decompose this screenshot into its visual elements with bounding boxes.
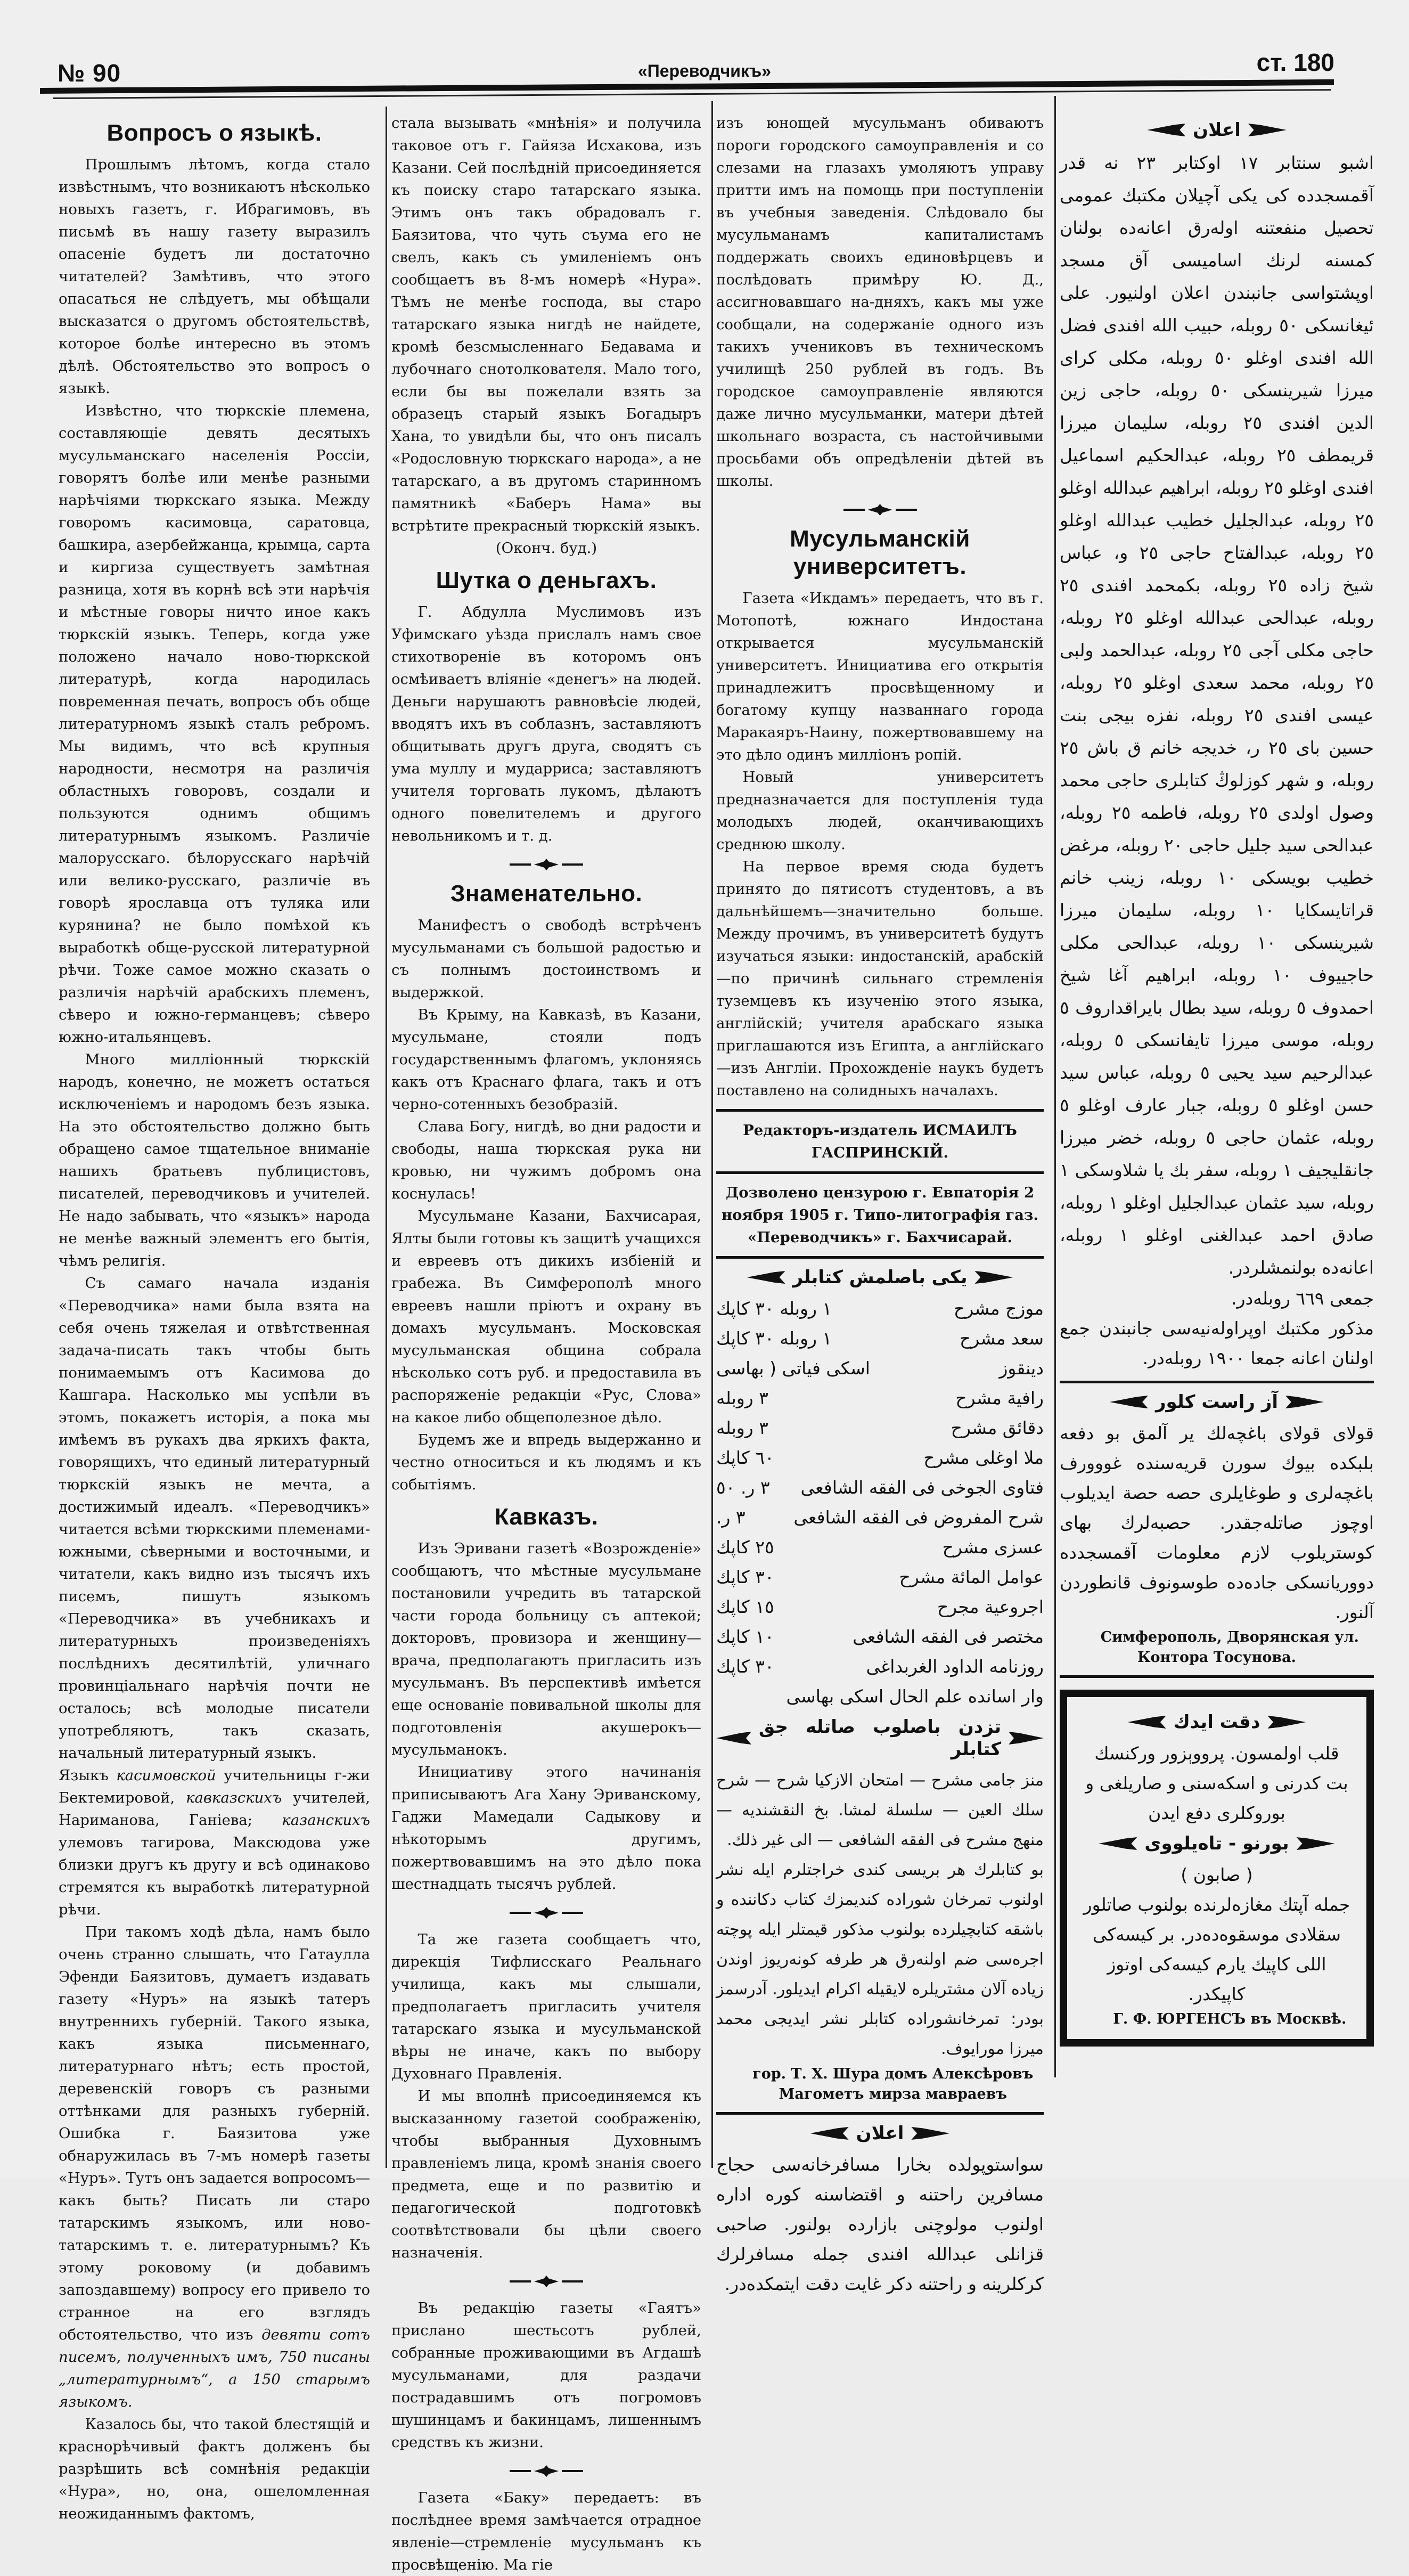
italic-text: девяти сотъ писемъ, полученныхъ имъ, 750 писаны „литературнымъ“, а 150 старымъ языкомъ. [59,2326,370,2410]
announcement-heading [1060,119,1374,141]
book-price: ١ روبله ٣٠ كاپك [716,1328,832,1349]
ornament-icon [1099,1837,1137,1850]
paragraph: Манифестъ о свободѣ встрѣченъ мусульманами съ большой радостью и съ полнымъ достоинствомъ и выдержкой. [391,917,701,1001]
text: учителей, Нариманова, Ганіева; [59,1789,371,1829]
ornament-icon [1128,1716,1166,1729]
section-ornament [391,859,701,870]
text: улемовъ тагирова, Максюдова уже близки другъ къ другу и всѣ одинаково стремятся къ выработкѣ литературной рѣчи. [59,1834,370,1918]
ornament-icon [1147,124,1185,136]
page-number: ст. 180 [1256,48,1334,76]
donation-grand-total: مذكور مكتبك اوپراولەنيەسى جانبندن جمع اولنان اعانه جمعا ١٩٠٠ روبلەدر. [1060,1318,1374,1368]
paragraph [59,1921,370,2413]
book-row [716,1443,1044,1473]
book-row [716,1354,1044,1383]
heading-text: تزدن باصلوب صاتله جق كتابلر [758,1716,1002,1760]
ornament-icon [1267,1716,1306,1729]
book-row [716,1622,1044,1652]
paragraph: стала вызывать «мнѣнія» и получила таковое отъ г. Гайяза Исхакова, изъ Казани. Сей послѣдній присоединяется къ поиску старо татарскаго языка. Этимъ онъ такъ обрадовалъ г. Баязитова, что чуть съума его не свелъ, какъ съ умиленіемъ онъ сообщаетъ въ 8-мъ номерѣ «Нура». Тѣмъ не менѣе господа, вы старо татарскаго языка нигдѣ не найдете, кромѣ безсмысленнаго Бедавама и лубочнаго снотолкователя. Мало того, если бы вы пожелали взять за образецъ старый языкъ Богадыръ Хана, то увидѣли бы, что онъ писалъ «Родословную тюркскаго народа», а не татарскаго, а въ другомъ старинномъ памятникѣ «Баберъ Нама» вы встрѣтите прекрасный тюркскій языкъ. [391,115,701,534]
book-row [716,1652,1044,1682]
paragraph: Изъ Эривани газетѣ «Возрожденіе» сообщаютъ, что мѣстные мусульмане постановили учредить въ татарской части города больницу съ аптекой; докторовъ, провизора и женщину—врача, предполагаютъ пригласить изъ мусульманъ. Въ перспективѣ имѣется еще основаніе повивальной школы для подготовленія акушерокъ—мусульманокъ. [391,1540,701,1758]
book-title: موزج مشرح [953,1298,1044,1319]
paragraph: Инициативу этого начинанія приписываютъ Ага Хану Эриванскому, Гаджи Мамедали Садыкову и нѣкоторымъ другимъ, пожертвовавшимъ на это дѣло пока шестнадцать тысячъ рублей. [391,1764,701,1893]
paragraph: Казалось бы, что такой блестящій и краснорѣчивый фактъ долженъ бы разрѣшить всѣ сомнѣнія редакціи «Нура», но, она, ошеломленная неожиданнымъ фактомъ, [59,2416,370,2522]
heading-text: يكى باصلمش كتابلر [792,1267,968,1288]
ad-product-name [1083,1832,1350,1855]
donation-total: جمعى ٦٦٩ روبلەدر. [1231,1288,1374,1309]
paragraph: Въ Крыму, на Кавказѣ, въ Казани, мусульмане, стояли подъ государственнымъ флагомъ, уклоняясь какъ отъ Краснаго флага, такъ и отъ черно-сотенныхъ безобразій. [391,1006,701,1113]
ornament-icon [716,1732,751,1744]
ad-signature: Г. Ф. ЮРГЕНСЪ въ Москвѣ. [1113,2011,1347,2027]
book-row [716,1383,1044,1413]
soap-advertisement [1060,1690,1374,2047]
divider-rule [716,1109,1044,1112]
ornament-icon [810,2127,849,2140]
text: При такомъ ходѣ дѣла, намъ было очень странно слышать, что Гатаулла Эфенди Баязитовъ, думаетъ издавать газету «Нуръ» на языкѣ татеръ внутреннихъ губерній. Такого языка, какъ языка письменнаго, литературнаго нѣтъ; есть простой, деревенскій говоръ съ разными оттѣнками для разныхъ губерній. Ошибка г. Баязитова уже обнаружилась въ 7-мъ номерѣ газеты «Нуръ». Тутъ онъ задается вопросомъ—какъ быть? Писать ли старо татарскимъ языкомъ, или ново-татарскимъ т. е. литературнымъ? Къ этому роковому (и добавимъ запоздавшему) вопросу его привело то странное на его взглядъ обстоятельство, что изъ [59,1923,370,2343]
book-row [716,1592,1044,1622]
column-divider [386,107,387,2168]
book-title: ملا اوغلى مشرح [923,1447,1044,1468]
book-title: عسزى مشرح [942,1537,1044,1558]
paragraph: Мусульмане Казани, Бахчисарая, Ялты были готовы къ защитѣ учащихся и евреевъ отъ дикихъ избіеній и грабежа. Въ Симферополѣ много евреевъ нашли пріютъ и охрану въ домахъ мусульманъ. Московская мусульманская община собрала нѣсколько сотъ руб. и предоставила въ распоряженіе редакціи «Рус, Слова» на какое либо общеполезное дѣло. [391,1208,701,1426]
ornament-icon [911,2127,949,2140]
paragraph: И мы вполнѣ присоединяемся къ высказанному газетой соображенію, чтобы выбранныя Духовнымъ правленіемъ лица, кромѣ знанія своего предмета, еще и по развитію и педагогической подготовкѣ соотвѣтствовали бы цѣли своего назначенія. [391,2088,701,2261]
heading-text: بورنو - تاەيلووى [1144,1833,1289,1854]
italic-text: касимовской [116,1767,216,1784]
italic-text: кавказскихъ [186,1789,282,1806]
books-heading [716,1266,1044,1289]
soon-books-heading [716,1716,1044,1760]
heading-text: دقت ايدك [1173,1711,1260,1733]
ornament-icon [1297,1837,1335,1850]
heading-text: آز راست كلور [1155,1391,1279,1413]
ornament-icon [1285,1396,1324,1408]
books-note: وار اسانده علم الحال اسكى بهاسى [786,1686,1044,1707]
section-ornament [391,2276,701,2287]
paragraph: Слава Богу, нигдѣ, во дни радости и свободы, наша тюркская рука ни кровью, ни чужимъ добромъ она коснулась! [391,1118,701,1202]
paragraph: Та же газета сообщаетъ что, дирекція Тифлисскаго Реальнаго училища, какъ мы слышали, предполагаетъ пригласить учителя татарскаго языка и мусульманской вѣры не иначе, какъ по выбору Духовнаго Правленія. [391,1931,701,2082]
divider-rule [716,1171,1044,1174]
section-ornament [391,1907,701,1919]
paragraph: Будемъ же и впредь выдержанно и честно относиться и къ людямъ и къ событіямъ. [391,1431,701,1493]
italic-text: казанскихъ [282,1812,370,1829]
column-4 [1060,115,1374,2047]
book-title: اجروعية مجرح [937,1596,1044,1617]
column-divider [1054,96,1056,2077]
book-title: شرح المفروض فى الفقه الشافعى [793,1507,1044,1528]
paragraph: Г. Абдулла Муслимовъ изъ Уфимскаго уѣзда прислалъ намъ свое стихотвореніе въ которомъ онъ осмѣиваетъ вліяніе «денегъ» на людей. Деньги нарушаютъ равновѣсіе людей, вводятъ ихъ въ соблазнъ, заставляютъ общитывать другъ друга, сводятъ съ ума муллу и мударриса; заставляютъ учителя торговать лукомъ, дѣлаютъ одного повелителемъ и другого невольникомъ и т. д. [391,604,701,844]
issue-number: № 90 [58,59,121,87]
section-ornament [391,2465,701,2477]
notice-text: سواستوپولده بخارا مسافرخانەسى حجاج مسافرين راحتنه و اقتضاسنه كوره اداره اولنوب مولوچنى بازارده بولنور. صاحبى قزانلى عبدالله افندى جمله مسافرلرك كركلرينه و راحتنه دكر غايت دقت ايتمكدەدر. [716,2154,1044,2294]
divider-rule [1060,1381,1374,1383]
book-price: ٣ ر. ٥٠ [716,1477,770,1498]
paragraph: Въ редакцію газеты «Гаятъ» прислано шестьсотъ рублей, собранные проживающими въ Агдашѣ мусульманами, для раздачи пострадавшимъ отъ погромовъ шушинцамъ и бакинцамъ, лишеннымъ средствъ къ жизни. [391,2300,701,2451]
address-line: гор. Т. Х. Шура домъ Алексѣровъ [752,2066,1034,2082]
text: Языкъ [59,1767,117,1784]
book-title: دينقوز [999,1358,1044,1379]
newspaper-title: «Переводчикъ» [637,61,771,80]
book-price: ٣٠ كاپك [716,1567,774,1587]
text: учительницы г-жи Бектемировой, [59,1767,370,1806]
land-sale-heading [1060,1391,1374,1413]
column-divider [711,101,713,2168]
article-title-language-question: Вопросъ о языкѣ. [107,120,322,146]
article-title-significant: Знаменательно. [450,881,643,907]
office-address: Симферополь, Дворянская ул. Контора Тосунова. [1100,1629,1359,1666]
book-price: ٣ ر. [716,1507,746,1528]
heading-text: اعلان [1193,119,1241,141]
ornament-icon [1009,1732,1044,1744]
book-price: ١ روبله ٣٠ كاپك [716,1298,832,1319]
book-row [716,1294,1044,1324]
book-row [716,1503,1044,1532]
divider-rule [1060,1675,1374,1678]
divider-rule [716,2112,1044,2115]
section-ornament [716,504,1044,516]
paragraph: Извѣстно, что тюркскіе племена, составляющіе девять десятыхъ мусульманскаго населенія Россіи, говорятъ болѣе или менѣе разными нарѣчіями тюркскаго языка. Между говоромъ касимовца, саратовца, башкира, азербейжанца, крымца, сарта и киргиза существуетъ замѣтная разница, хотя въ корнѣ всѣ эти нарѣчія и мѣстные говоры ничто иное какъ тюркскій языкъ. Теперь, когда уже положено начало ново-тюркской литературѣ, когда народилась повременная печать, вопросъ объ обще литературномъ языкѣ сталъ ребромъ. Мы видимъ, что всѣ крупныя народности, несмотря на различія областныхъ говоровъ, создали и пользуются однимъ общимъ литературнымъ языкомъ. Различіе малорусскаго. бѣлорусскаго нарѣчій или велико-русскаго, различіе въ говорѣ ярославца отъ туляка или курянина? не было помѣхой къ выработкѣ обще-русской литературной рѣчи. Тоже самое можно сказать о различія нарѣчій арабскихъ племенъ, сѣверо и южно-германцевъ; сѣверо южно-итальянцевъ. [59,402,370,1046]
paragraph: Газета «Икдамъ» передаетъ, что въ г. Мотопотѣ, южнаго Индостана открывается мусульманскій университетъ. Инициатива его открытія принадлежитъ просвѣщенному и богатому купцу названнаго города Маракаяръ-Наину, пожертвовавшему на это дѣло одинъ милліонъ ропій. [716,590,1044,763]
book-price: ١٠ كاپك [716,1626,774,1647]
book-row [716,1562,1044,1592]
ornament-icon [747,1271,785,1284]
book-title: سعد مشرح [959,1328,1044,1349]
heading-text: اعلان [856,2123,904,2144]
book-row [716,1532,1044,1562]
book-price: ١٥ كاپك [716,1596,774,1617]
book-price: ٣٠ كاپك [716,1656,774,1677]
paragraph: Новый университетъ предназначается для поступленія туда молодыхъ людей, оканчивающихъ среднюю школу. [716,769,1044,853]
book-price: ٢٥ كاپك [716,1537,774,1558]
book-row [716,1324,1044,1354]
book-title: رافية مشرح [955,1388,1044,1408]
book-price-list [716,1294,1044,1682]
book-price: اسكى فياتى ( بهاسى [716,1358,870,1379]
book-price: ٣ روبله [716,1388,768,1408]
land-sale-text: قولاى قولاى باغچەلك ير آلمق بو دفعه بلبكده بيوك سورن قريەسنده غووورف باغچەلرى و طوغايلرى حصه حصة ايديلوب اوچوز صاتلەجقدر. حصبەلرك بهاى كوستريلوب لازم معلومات آقمسجدده دووريانسكى جادەده طوسونوف قانطوردن آلنور. [1060,1423,1374,1623]
book-price: ٣ روبله [716,1417,768,1438]
ad-text: جملە آپتك مغازەلرنده بولنوب صاتلور سقلادى موسقوەدەدر. بر كيسەكى اللى كاپيك يارم كيسەكى اوتوز كاپيكدر. [1083,1894,1350,2004]
book-title: فتاوى الجوخى فى الفقه الشافعى [800,1477,1044,1498]
paragraph: изъ юнощей мусульманъ обиваютъ пороги городского самоуправленія и со слезами на глазахъ умоляютъ управу притти имъ на помощь при поступленіи въ учебныя заведенія. Слѣдовало бы мусульманамъ капиталистамъ поддержать своихъ единовѣрцевъ и послѣдовать примѣру Ю. Д., ассигновавшаго на-дняхъ, какъ мы уже сообщали, на содержаніе одного изъ такихъ учениковъ въ техническомъ училищѣ 250 рублей въ годъ. Въ городское самоуправленіе являются даже лично мусульманки, матери дѣтей школьнаго возраста, съ настойчивыми просьбами объ опредѣленіи дѣтей въ школы. [716,115,1044,490]
notice-heading [716,2122,1044,2145]
book-title: مختصر فى الفقه الشافعى [853,1626,1044,1647]
book-row [716,1473,1044,1503]
ad-text: قلب اولمسون. پرووېزور وركنسك بت كدرنى و اسكەسنى و صاريلغى و بوروكلرى دفع ايدن [1085,1743,1348,1823]
column-2 [391,112,701,2576]
ornament-icon [974,1271,1013,1284]
paragraph: Газета «Баку» передаетъ: въ послѣднее время замѣчается отрадное явленіе—стремленіе мусульманъ къ просвѣщенію. Ма гіе [391,2489,701,2573]
article-title-muslim-university: Мусульманскій университетъ. [790,526,970,580]
soon-books-text: منز جامى مشرح — امتحان الازكيا شرح — شرح سلك العين — سلسلة لمشا. بخ النقشنديه — منهج مشرح فى الفقه الشافعى — الى غير ذلك. [716,1771,1044,1849]
ad-heading [1083,1711,1350,1733]
book-price: ٦٠ كاپك [716,1447,774,1468]
article-title-money-joke: Шутка о деньгахъ. [436,567,657,593]
ad-subtitle: ( صابون ) [1181,1864,1253,1885]
column-1 [59,112,370,2525]
paragraph: Прошлымъ лѣтомъ, когда стало извѣстнымъ, что возникаютъ нѣсколько новыхъ газетъ, г. Ибрагимовъ, въ письмѣ въ нашу газету выразилъ опасеніе будетъ ли достаточно читателей? Замѣтивъ, что этого опасаться не слѣдуетъ, мы обѣщали высказатся о другомъ обстоятельствѣ, которое болѣе интересно въ этомъ дѣлѣ. Обстоятельство это вопросъ о языкѣ. [59,156,370,397]
paragraph: Много милліонный тюркскій народъ, конечно, не можетъ остаться исключеніемъ и народомъ безъ языка. На это обстоятельство должно быть обращено самое тщательное вниманіе нашихъ братьевъ публицистовъ, писателей, переводчиковъ и учителей. Не надо забывать, что «языкъ» народа не менѣе важный элементъ его бытія, чѣмъ религія. [59,1051,370,1269]
ornament-icon [1110,1396,1148,1408]
address-line: Магометъ мирза мавраевъ [779,2086,1007,2102]
publisher-text: بو كتابلرك هر بريسى كندى خراجتلرم ايله نشر اولنوب تمرخان شوراده كنديمزك كتاب دكاننده و باشقه كتابچيلرده بولنوب مذكور قيمتلر ايله پوچته اجرەسى ضم اولنەرق هر طرفه كونەريوز اوندن زياده آلان مشتريلرە لايقيله اكرام ايديلور. آدرسمز بودر: تمرخانشوراده كتابلر نشر ايديجى محمد ميرزا مورايوف. [716,1861,1044,2058]
book-title: دقائق مشرح [951,1417,1044,1438]
paragraph: Съ самаго начала изданія «Переводчика» нами была взята на себя очень тяжелая и отвѣтственная задача-писать такъ чтобы быть понимаемымъ отъ Касимова до Кашгара. Насколько мы успѣли въ этомъ, покажетъ исторія, а пока мы имѣемъ въ рукахъ два яркихъ факта, говорящихъ, что единый литературный тюркскій языкъ не мечта, а достижимый идеалъ. «Переводчикъ» читается всѣми тюркскими племенами-южными, сѣверными и восточными, и читатели, какъ видно изъ тысячъ ихъ писемъ, пишутъ языкомъ «Переводчика» въ учебникахъ и литературныхъ произведеніяхъ послѣднихъ десятилѣтій, уличнаго провинціальнаго нарѣчія почти не осталось; всѣ молодые писатели употребляютъ, такъ сказать, начальный литературный языкъ. [59,1275,370,1762]
divider-rule [716,1256,1044,1259]
censorship-imprint: Дозволено цензурою г. Евпаторія 2 ноября 1905 г. Типо-литографія газ. «Переводчикъ» г. Бахчисарай. [721,1184,1039,1246]
book-title: روزنامه الداود الغربداغى [866,1656,1044,1677]
paragraph: На первое время сюда будетъ принято до пятисотъ студентовъ, а въ дальнѣйшемъ—значительно больше. Между прочимъ, въ университетѣ будутъ изучаться языки: индостанскій, арабскій—по причинѣ сильнаго стремленія туземцевъ къ изученію этого языка, англійскій; учителя арабскаго языка приглашаются изъ Египта, а англійскаго—изъ Англіи. Прохожденіе наукъ будетъ поставлено на солидныхъ началахъ. [716,858,1044,1099]
continuation-note: (Оконч. буд.) [495,540,597,557]
column-3 [716,112,1044,2299]
book-row [716,1413,1044,1443]
article-title-caucasus: Кавказъ. [494,1504,599,1530]
book-title: عوامل المائة مشرح [899,1567,1044,1587]
ornament-icon [1248,124,1287,136]
editor-line: Редакторъ-издатель ИСМАИЛЪ ГАСПРИНСКІЙ. [743,1122,1017,1161]
paragraph [59,1764,370,1921]
donation-list-text: اشبو سنتابر ١٧ اوكتابر ٢٣ نه قدر آقمسجدده كى يكى آچيلان مكتبك عمومى تحصيل منفعتنه اولەرق اعانەده بولنان كمسنه لرنك اساميسى آق مسجد اوپشتواسى جانبندن اعلان اولنيور. على ئيغانسكى ٥٠ روبله، حبيب الله افندى فضل الله افندى اوغلو ٥٠ روبله، مكلى كراى ميرزا شيرينسكى ٥٠ روبله، حاجى زين الدين افندى ٢٥ روبله، سليمان ميرزا قريمطف ٢٥ روبله، عبدالحكيم اسماعيل افندى اوغلو ٢٥ روبله، ابراهيم عبدالله اوغلو ٢٥ روبله، عبدالجليل خطيب عبدالله اوغلو ٢٥ روبله، عبدالفتاح حاجى ٢٥ و، عباس شيخ زاده ٢٥ روبله، بكمحمد افندى ٢٥ روبله، عبدالحى عبدالله اوغلو ٢٥ روبله، حاجى مكلى آجى ٢٥ روبله، عبدالحمد ولبى ٢٥ روبله، محمد سعدى اوغلو ٢٥ روبله، عيسى افندى ٢٥ روبله، نفزه بيجى بنت حسين باى ٢٥ ر، خديجه خانم ق باش ٢٥ روبله، و شهر كوزلوڭ كتابلرى حاجى محمد وصول اولدى ٢٥ روبله، فاطمه ٢٥ روبله، عبدالحى سيد جليل حاجى ٢٠ روبله، مرغض خطيب بويسكى ١٠ روبله، زينب خانم قراتايسكايا ١٠ روبله، سليمان ميرزا شيرينسكى ١٠ روبله، عبدالحى مكلى حاجييوف ١٠ روبله، ابراهيم آغا شيخ احمدوف ٥ روبله، سيد بطال بايراقداروف ٥ روبله، موسى ميرزا تايفانسكى ٥ روبله، عبدالرحيم سيد يحيى ٥ روبله، عباس سيد حسن اوغلو ٥ روبله، جبار عارف اوغلو ٥ روبله، عثمان حاجى ٥ روبله، خضر ميرزا جانقليجيف ١ روبله، سفر بك يا شلاوسكى ١ روبله، سيد عثمان عبدالجليل اوغلو ١ روبله، صادق احمد عبدالغنى اوغلو ١ روبله، اعانەده بولنمشلردر. [1060,152,1374,1278]
